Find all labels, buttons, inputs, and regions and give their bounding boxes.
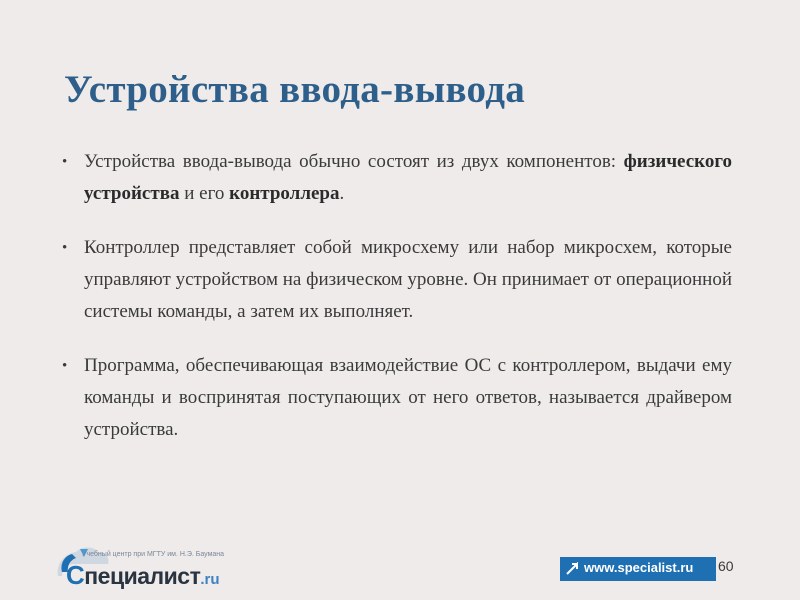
logo-c-glyph: С — [66, 560, 85, 590]
logo-wordmark — [66, 560, 220, 591]
logo-caption: Учебный центр при МГТУ им. Н.Э. Баумана — [82, 551, 225, 558]
bullet-list — [62, 146, 732, 468]
specialist-logo[interactable] — [52, 538, 292, 588]
bullet-text-segment: . — [339, 183, 345, 204]
site-url-banner[interactable] — [560, 557, 716, 581]
bullet-text-segment: и его — [179, 183, 230, 204]
bullet-marker: • — [62, 358, 68, 374]
bullet-marker: • — [62, 240, 68, 256]
bullet-bold-term: контроллера — [229, 183, 340, 204]
bullet-item — [62, 146, 732, 210]
bullet-text-segment: Программа, обеспечивающая взаимодействие ОС с контроллером, выдачи ему команды и воспринятая поступающих от него ответов, называется драйвером устройства. — [84, 355, 732, 440]
slide-title: Устройства ввода-вывода — [64, 68, 526, 111]
page-number: 60 — [718, 558, 734, 574]
globe-arrow-icon — [565, 562, 579, 576]
logo-word-text: пециалист — [84, 563, 201, 589]
bullet-item — [62, 350, 732, 446]
logo-tld: .ru — [200, 571, 220, 588]
bullet-marker: • — [62, 154, 68, 170]
bullet-text-segment: Контроллер представляет собой микросхему или набор микросхем, которые управляют устройством на физическом уровне. Он принимает от операционной системы команды, а затем их выполняет. — [84, 237, 732, 322]
bullet-text-segment: Устройства ввода-вывода обычно состоят из двух компонентов: — [84, 151, 624, 172]
site-url-link[interactable]: www.specialist.ru — [584, 560, 694, 575]
bullet-item — [62, 232, 732, 328]
bullet-bold-term: физического устройства — [84, 151, 732, 204]
